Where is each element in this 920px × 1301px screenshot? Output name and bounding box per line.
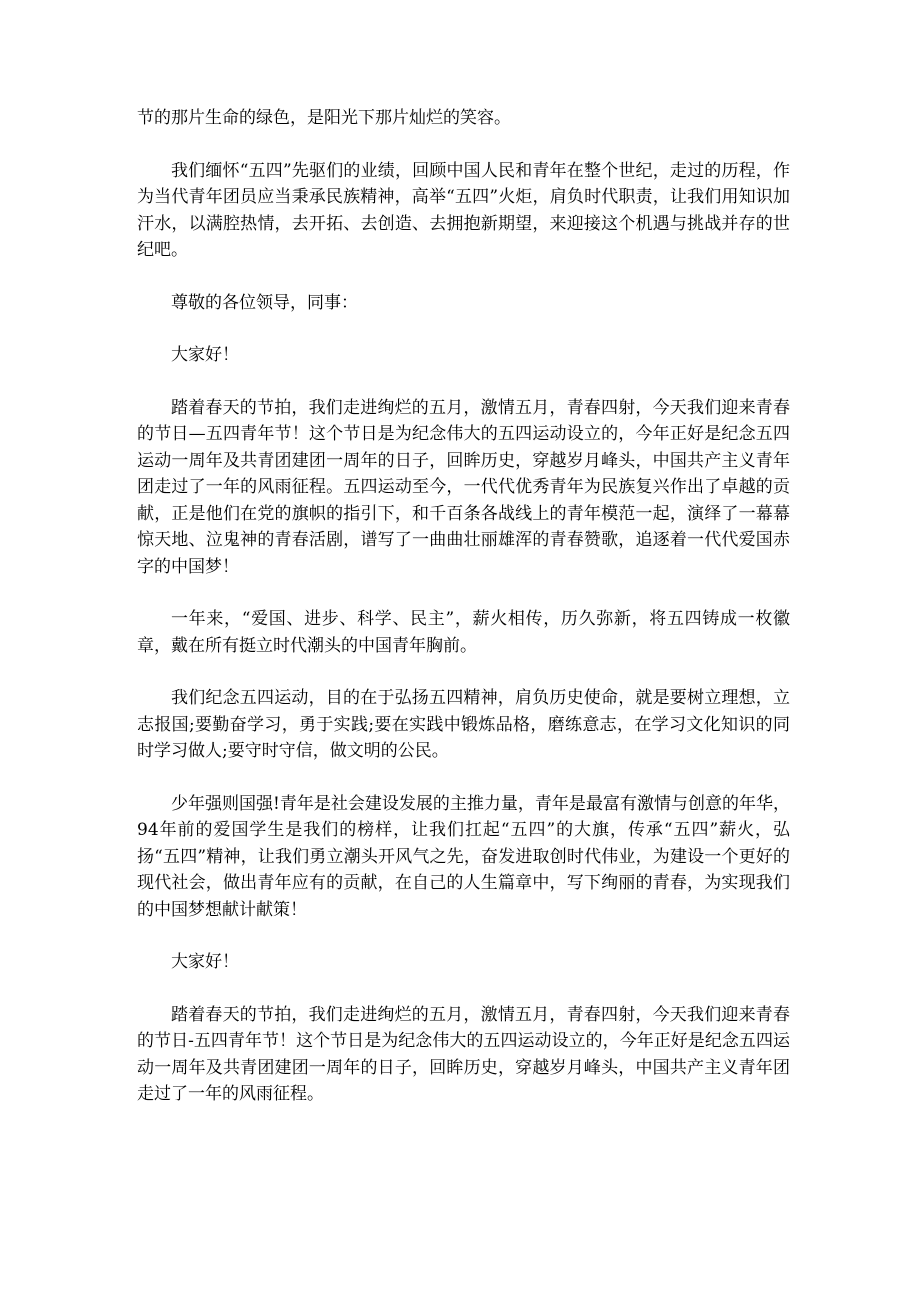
paragraph-youth-day: 踏着春天的节拍，我们走进绚烂的五月，激情五月，青春四射，今天我们迎来青春的节日—五四青年节！这个节日是为纪念伟大的五四运动设立的，今年正好是纪念五四运动一周年及共青团建团一周年的日子，回眸历史，穿越岁月峰头，中国共产主义青年团走过了一年的风雨征程。五四运动至今，一代代优秀青年为民族复兴作出了卓越的贡献，正是他们在党的旗帜的指引下，和千百条各战线上的青年模范一起，演绎了一幕幕惊天地、泣鬼神的青春活剧，谱写了一曲曲壮丽雄浑的青春赞歌，追逐着一代代爱国赤字的中国梦！	[137, 397, 790, 577]
paragraph-youth-day-2: 踏着春天的节拍，我们走进绚烂的五月，激情五月，青春四射，今天我们迎来青春的节日-五四青年节！这个节日是为纪念伟大的五四运动设立的，今年正好是纪念五四运动一周年及共青团建团一周年的日子，回眸历史，穿越岁月峰头，中国共产主义青年团走过了一年的风雨征程。	[137, 1004, 790, 1104]
paragraph-continuation: 节的那片生命的绿色，是阳光下那片灿烂的笑容。	[137, 108, 511, 128]
paragraph-one-year: 一年来，“爱国、进步、科学、民主”，薪火相传，历久弥新，将五四铸成一枚徽章，戴在所有挺立时代潮头的中国青年胸前。	[137, 609, 790, 656]
paragraph-salutation: 尊敬的各位领导，同事：	[171, 292, 358, 313]
paragraph-greeting: 大家好！	[171, 345, 239, 365]
paragraph-strong-youth: 少年强则国强!青年是社会建设发展的主推力量，青年是最富有激情与创意的年华，94年前的爱国学生是我们的榜样，让我们扛起“五四”的大旗，传承“五四”薪火，弘扬“五四”精神，让我们勇立潮头开风气之先，奋发进取创时代伟业，为建设一个更好的现代社会，做出青年应有的贡献，在自己的人生篇章中，写下绚丽的青春，为实现我们的中国梦想献计献策！	[137, 793, 790, 920]
paragraph-purpose: 我们纪念五四运动，目的在于弘扬五四精神，肩负历史使命，就是要树立理想，立志报国;要勤奋学习，勇于实践;要在实践中锻炼品格，磨练意志，在学习文化知识的同时学习做人;要守时守信，做文明的公民。	[137, 688, 790, 761]
document-page	[137, 105, 790, 1134]
paragraph-commemoration: 我们缅怀“五四”先驱们的业绩，回顾中国人民和青年在整个世纪，走过的历程，作为当代青年团员应当秉承民族精神，高举“五四”火炬，肩负时代职责，让我们用知识加汗水，以满腔热情，去开拓、去创造、去拥抱新期望，来迎接这个机遇与挑战并存的世纪吧。	[137, 160, 790, 260]
paragraph-greeting-2: 大家好！	[171, 952, 239, 972]
